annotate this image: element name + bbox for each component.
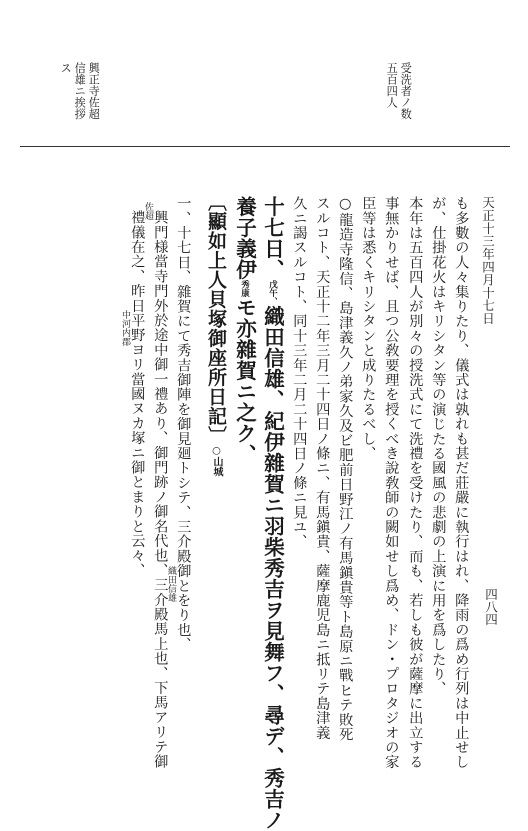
margin-note-koshoji: 興正寺佐超 — [87, 62, 101, 120]
source-line-3: 禮儀在之、昨日平野ヨリ當國ヌカ塚ニ御とまりと云々、 — [129, 210, 146, 578]
main-entry-hideyasu-note: 秀康 — [239, 280, 250, 297]
main-entry-kanshi-note: 戊午、 — [267, 280, 278, 306]
margin-note-su: ス — [59, 62, 73, 74]
page-number: 四八四 — [483, 588, 499, 626]
annotation-hirano: 中河内郡 — [120, 310, 130, 346]
body-line-1: も多數の人々集りたり、儀式は孰れも甚だ莊嚴に執行はれ、降雨の爲め行列は中止せし — [453, 196, 470, 770]
main-entry-text-1: 織田信雄、紀伊雜賀ニ羽柴秀吉ヲ見舞フ、尋デ、秀吉ノ — [260, 305, 285, 831]
annotation-sanskedono: 織田信雄 — [166, 566, 176, 602]
main-entry-date: 十七日、 — [260, 196, 285, 280]
body-line-2: が、仕掛花火はキリシタン等の演じたる國風の悲劇の上演に用を爲したり、 — [430, 196, 447, 696]
header-rule — [20, 146, 510, 147]
annotation-kyomon: 佐超 — [143, 202, 153, 220]
body-line-5: 臣等は悉くキリシタンと成りたるべし、 — [360, 196, 377, 461]
margin-note-baptized-count: 受洗者ノ数 — [399, 62, 413, 120]
margin-note-nobukatsu-greeting: 信雄ニ挨拶 — [73, 62, 87, 120]
main-entry-yoshi: 養子義伊 — [232, 196, 257, 280]
main-entry-line-2 — [234, 196, 255, 465]
source-line-2: 興門様當寺門外於途中御一禮あり、御門跡ノ御名代也、三介殿馬上也、下馬アリテ御 — [152, 210, 169, 769]
margin-note-504: 五百四人 — [385, 62, 399, 108]
source-title-text: 〔顯如上人貝塚御座所日記〕 — [205, 192, 227, 446]
main-entry-text-2: モ亦雜賀ニ之ク、 — [232, 297, 257, 465]
source-line-1: 一、十七日、雜賀にて秀吉御陣を御見廻トシテ、三介殿御とをり也、 — [175, 196, 192, 652]
source-title — [206, 192, 225, 477]
body-line-6: ○龍造寺隆信、島津義久ノ弟家久及ビ肥前日野江ノ有馬鎭貴等ト島原ニ戰ヒテ敗死 — [337, 196, 354, 742]
body-line-3: 本年は五百四人が別々の授洗式にて洗禮を受けたり、而も、若しも彼が薩摩に出立する — [407, 196, 424, 770]
body-line-8: 久ニ謁スルコト、同十三年二月二十四日ノ條ニ見ユ、 — [291, 196, 308, 549]
body-line-4: 事無かりせば、且つ公敎要理を授くべき說敎師の闕如せし爲め、ドン・プロタジオの家 — [383, 196, 400, 770]
body-line-7: スルコト、天正十二年三月二十四日ノ條ニ、有馬鎭貴、薩摩鹿児島ニ抵リテ島津義 — [314, 196, 331, 740]
main-entry-line-1 — [262, 196, 283, 831]
running-header-date: 天正十三年四月十七日 — [480, 196, 496, 325]
source-title-note: ○山城 — [211, 445, 222, 477]
